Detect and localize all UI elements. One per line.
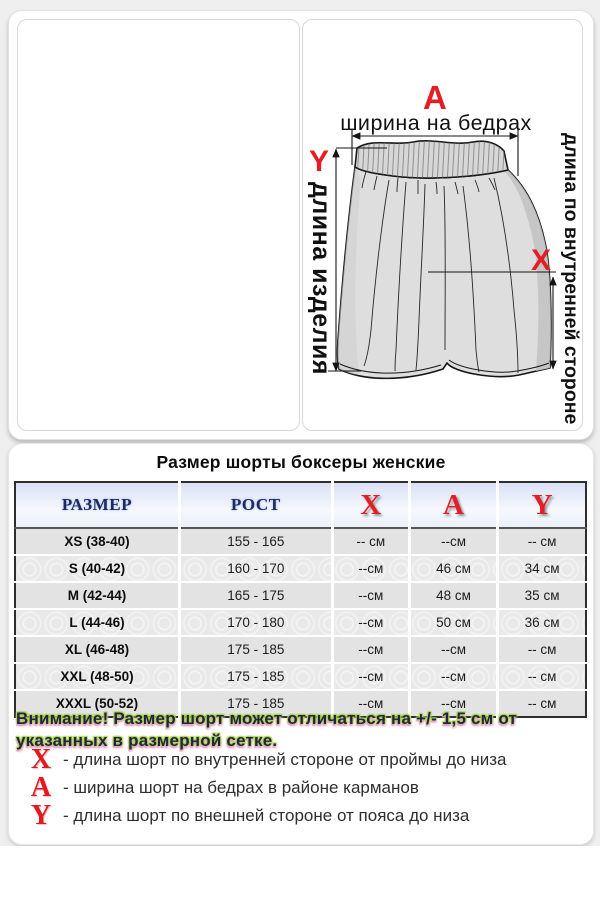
cell-x: --см bbox=[332, 690, 409, 717]
table-row bbox=[15, 528, 586, 555]
cell-height: 175 - 185 bbox=[180, 663, 333, 690]
col-header-x: X bbox=[332, 482, 409, 528]
table-row bbox=[15, 663, 586, 690]
warning-line-1: Внимание! Размер шорт может отличаться на +/- 1,5 см от bbox=[16, 709, 518, 728]
cell-height: 175 - 185 bbox=[180, 636, 333, 663]
cell-y: -- см bbox=[498, 690, 586, 717]
cell-size: XS (38-40) bbox=[15, 528, 180, 555]
cell-a: --см bbox=[409, 528, 497, 555]
legend-letter-y: Y bbox=[30, 800, 52, 831]
legend-item bbox=[23, 802, 583, 830]
cell-height: 160 - 170 bbox=[180, 555, 333, 582]
legend-item bbox=[23, 746, 583, 774]
cell-x: --см bbox=[332, 663, 409, 690]
legend-text-a: - ширина шорт на бедрах в районе карманов bbox=[63, 778, 419, 797]
cell-y: -- см bbox=[498, 528, 586, 555]
col-header-height: РОСТ bbox=[180, 482, 333, 528]
cell-a: --см bbox=[409, 663, 497, 690]
cell-height: 175 - 185 bbox=[180, 690, 333, 717]
cell-x: --см bbox=[332, 636, 409, 663]
diagram-label-x: X bbox=[531, 244, 552, 277]
cell-x: --см bbox=[332, 582, 409, 609]
cell-height: 170 - 180 bbox=[180, 609, 333, 636]
size-chart-title: Размер шорты боксеры женские bbox=[156, 452, 446, 472]
table-row bbox=[15, 582, 586, 609]
image-card bbox=[8, 10, 594, 440]
warning-line-2: указанных в размерной сетке. bbox=[16, 730, 278, 750]
cell-a: --см bbox=[409, 636, 497, 663]
cell-y: 34 см bbox=[498, 555, 586, 582]
cell-a: 50 см bbox=[409, 609, 497, 636]
col-header-a: A bbox=[409, 482, 497, 528]
diagram-label-a: A bbox=[423, 79, 447, 116]
cell-height: 155 - 165 bbox=[180, 528, 333, 555]
shorts-measurement-diagram bbox=[303, 20, 582, 430]
legend-text-x: - длина шорт по внутренней стороне от проймы до низа bbox=[63, 750, 507, 769]
table-row bbox=[15, 609, 586, 636]
warning-note bbox=[16, 708, 586, 752]
cell-a: 46 см bbox=[409, 555, 497, 582]
cell-size: XXXL (50-52) bbox=[15, 690, 180, 717]
legend-text-y: - длина шорт по внешней стороне от пояса до низа bbox=[63, 806, 470, 825]
cell-y: 35 см bbox=[498, 582, 586, 609]
table-row bbox=[15, 555, 586, 582]
col-header-y: Y bbox=[498, 482, 586, 528]
cell-y: -- см bbox=[498, 636, 586, 663]
diagram-caption-product-length: длина изделия bbox=[307, 182, 335, 375]
diagram-caption-width-hips: ширина на бедрах bbox=[340, 111, 532, 135]
cell-height: 165 - 175 bbox=[180, 582, 333, 609]
cell-y: -- см bbox=[498, 663, 586, 690]
legend-letter-a: A bbox=[30, 772, 52, 803]
cell-x: --см bbox=[332, 555, 409, 582]
size-chart-card bbox=[8, 443, 594, 845]
table-row bbox=[15, 636, 586, 663]
page-bottom-background bbox=[0, 846, 600, 900]
cell-y: 36 см bbox=[498, 609, 586, 636]
cell-size: M (42-44) bbox=[15, 582, 180, 609]
cell-size: XL (46-48) bbox=[15, 636, 180, 663]
diagram-panel bbox=[302, 19, 583, 431]
empty-photo-panel bbox=[17, 19, 300, 431]
diagram-label-y: Y bbox=[309, 145, 330, 178]
cell-a: 48 см bbox=[409, 582, 497, 609]
size-table bbox=[14, 481, 587, 718]
header-row bbox=[15, 482, 586, 528]
cell-size: L (44-46) bbox=[15, 609, 180, 636]
cell-x: -- см bbox=[332, 528, 409, 555]
legend-item bbox=[23, 774, 583, 802]
measurement-legend bbox=[23, 746, 583, 830]
cell-size: S (40-42) bbox=[15, 555, 180, 582]
shorts-drawing bbox=[338, 141, 551, 379]
legend-letter-x: X bbox=[30, 744, 52, 775]
cell-size: XXL (48-50) bbox=[15, 663, 180, 690]
col-header-size: РАЗМЕР bbox=[15, 482, 180, 528]
cell-x: --см bbox=[332, 609, 409, 636]
diagram-caption-inner-length: длина по внутренней стороне bbox=[560, 133, 582, 425]
cell-a: --см bbox=[409, 690, 497, 717]
